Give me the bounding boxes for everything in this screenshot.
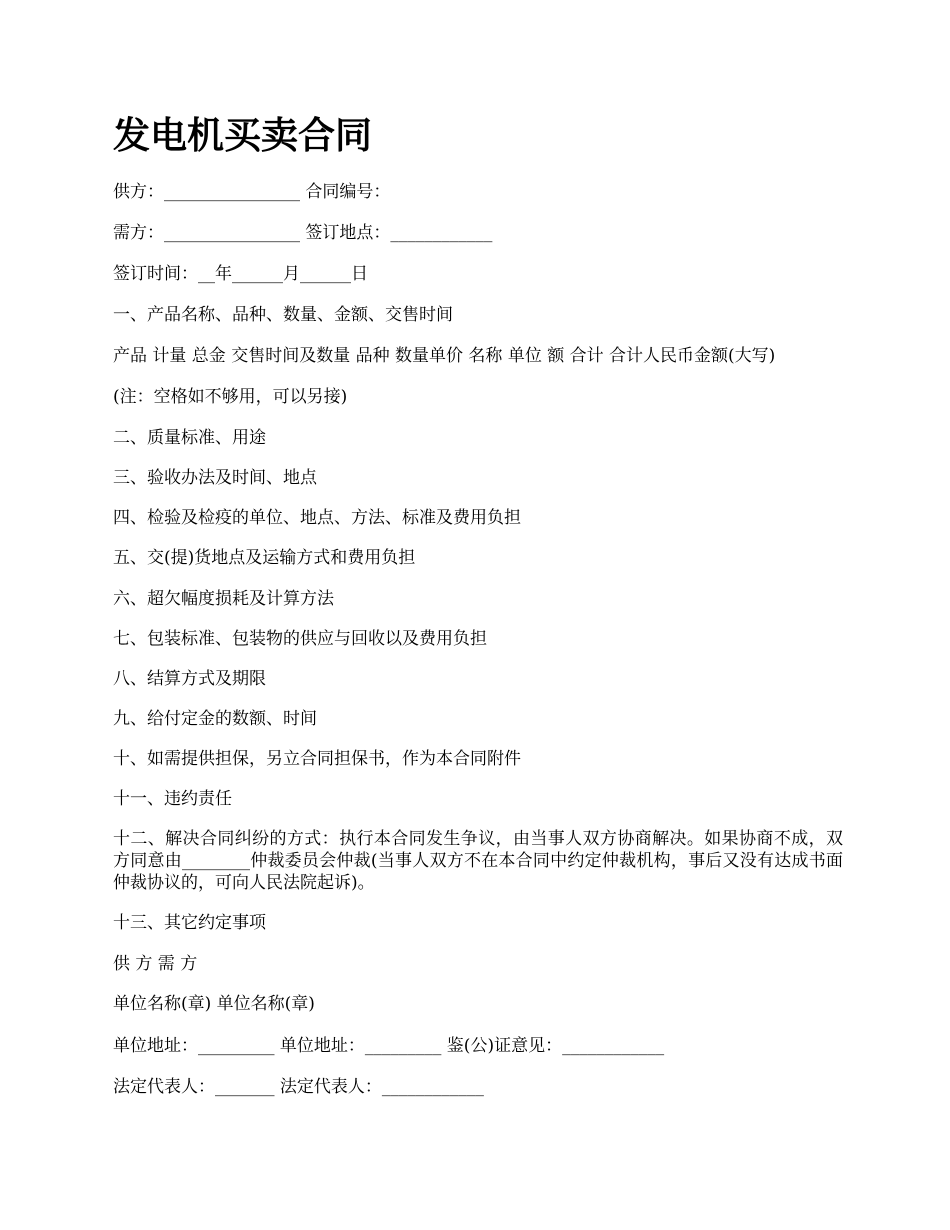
page-title: 发电机买卖合同 — [113, 114, 372, 157]
clause-10-heading: 十、如需提供担保，另立合同担保书，作为本合同附件 — [113, 749, 521, 769]
clause-12-paragraph: 十二、解决合同纠纷的方式：执行本合同发生争议，由当事人双方协商解决。如果协商不成，双方同意由________仲裁委员会仲裁(当事人双方不在本合同中约定仲裁机构，事后又没有达成书面仲裁协议的，可向人民法院起诉)。 — [113, 829, 843, 893]
clause-7-heading: 七、包装标准、包装物的供应与回收以及费用负担 — [113, 629, 487, 649]
clause-4-heading: 四、检验及检疫的单位、地点、方法、标准及费用负担 — [113, 508, 521, 528]
unit-address-line: 单位地址：_________ 单位地址：_________ 鉴(公)证意见：____________ — [113, 1036, 665, 1056]
clause-13-heading: 十三、其它约定事项 — [113, 913, 266, 933]
clause-8-heading: 八、结算方式及期限 — [113, 669, 266, 689]
clause-5-heading: 五、交(提)货地点及运输方式和费用负担 — [113, 548, 416, 568]
product-table-headers: 产品 计量 总金 交售时间及数量 品种 数量单价 名称 单位 额 合计 合计人民币金额(大写) — [113, 346, 776, 366]
clause-3-heading: 三、验收办法及时间、地点 — [113, 468, 317, 488]
clause-2-heading: 二、质量标准、用途 — [113, 428, 266, 448]
clause-11-heading: 十一、违约责任 — [113, 789, 232, 809]
parties-header: 供 方 需 方 — [113, 954, 198, 974]
buyer-line: 需方：________________ 签订地点：____________ — [113, 223, 493, 243]
note-line: (注：空格如不够用，可以另接) — [113, 387, 348, 407]
clause-6-heading: 六、超欠幅度损耗及计算方法 — [113, 589, 334, 609]
clause-1-heading: 一、产品名称、品种、数量、金额、交售时间 — [113, 305, 453, 325]
clause-9-heading: 九、给付定金的数额、时间 — [113, 709, 317, 729]
signing-date-line: 签订时间：__年______月______日 — [113, 264, 368, 284]
supplier-line: 供方：________________ 合同编号： — [113, 182, 391, 202]
unit-name-line: 单位名称(章) 单位名称(章) — [113, 994, 315, 1014]
legal-representative-line: 法定代表人：_______ 法定代表人：____________ — [113, 1077, 484, 1097]
